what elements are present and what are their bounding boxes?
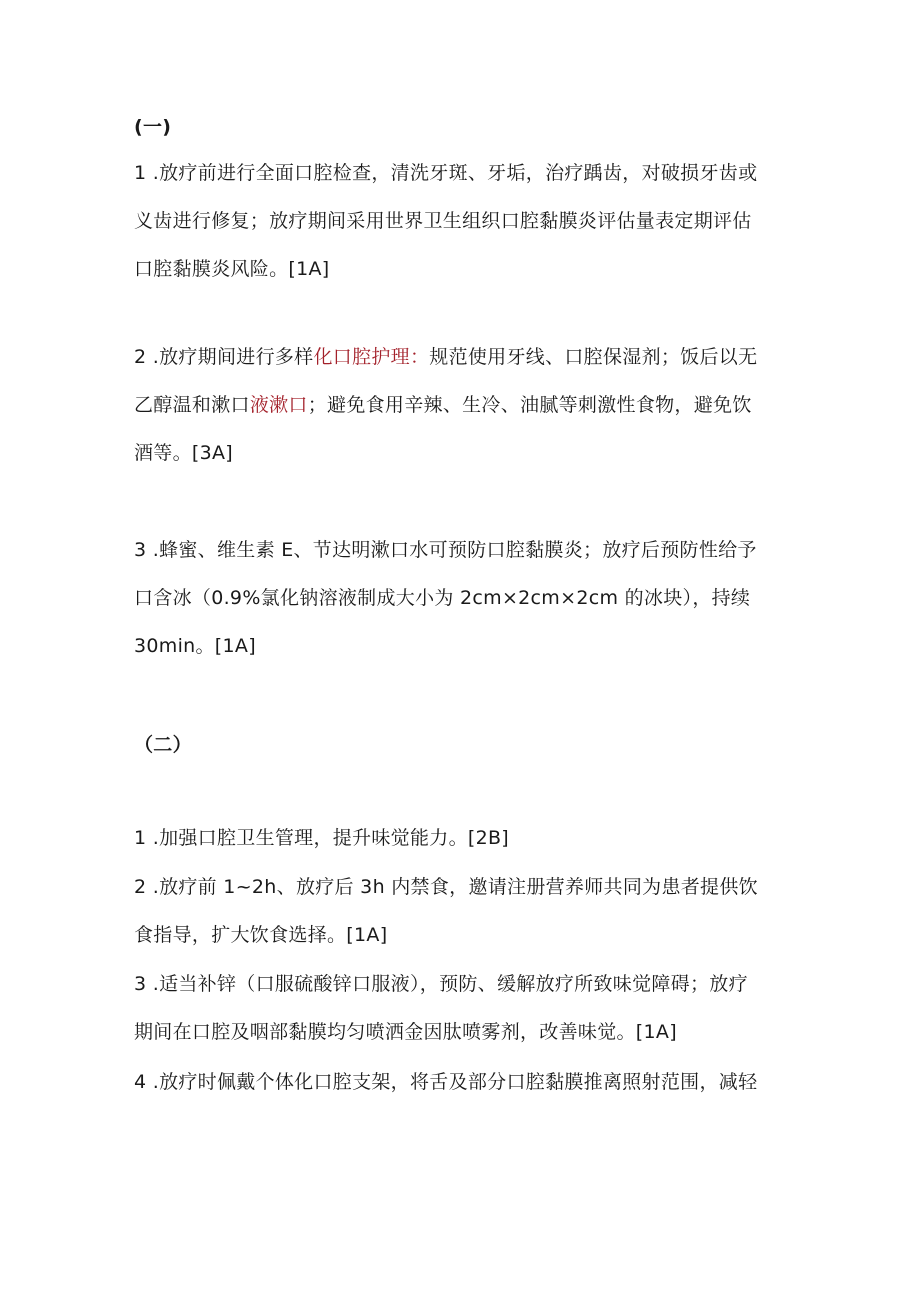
- s1-item2-highlight-oral-care: 化口腔护理：: [313, 346, 430, 368]
- s2-item3-line2: 期间在口腔及咽部黏膜均匀喷洒金因肽喷雾剂，改善味觉。[1A]: [134, 1021, 677, 1043]
- s1-item2-line3: 酒等。[3A]: [134, 442, 234, 464]
- s1-item2-highlight-rinse: 液漱口: [249, 394, 308, 416]
- s2-item2-line1: 2 .放疗前 1~2h、放疗后 3h 内禁食，邀请注册营养师共同为患者提供饮: [134, 876, 758, 898]
- section-one-heading: (一): [134, 116, 172, 138]
- s1-item2-line1: [134, 345, 757, 369]
- s1-item3-line1: 3 .蜂蜜、维生素 E、节达明漱口水可预防口腔黏膜炎；放疗后预防性给予: [134, 539, 757, 561]
- s1-item2-line1-rest: 规范使用牙线、口腔保湿剂；饭后以无: [429, 346, 758, 368]
- s1-item3-line3: 30min。[1A]: [134, 635, 256, 657]
- s1-item3-line2: 口含冰（0.9%氯化钠溶液制成大小为 2cm×2cm×2cm 的冰块），持续: [134, 587, 751, 609]
- s1-item1-line3: 口腔黏膜炎风险。[1A]: [134, 258, 330, 280]
- s1-item2-line2: [134, 393, 752, 417]
- section-two-heading: （二）: [134, 734, 192, 756]
- s2-item1-line1: 1 .加强口腔卫生管理，提升味觉能力。[2B]: [134, 827, 510, 849]
- s1-item2-line1-text: 2 .放疗期间进行多样: [134, 346, 314, 368]
- s2-item4-line1: 4 .放疗时佩戴个体化口腔支架，将舌及部分口腔黏膜推离照射范围，减轻: [134, 1071, 758, 1093]
- s2-item2-line2: 食指导，扩大饮食选择。[1A]: [134, 924, 388, 946]
- s2-item3-line1: 3 .适当补锌（口服硫酸锌口服液），预防、缓解放疗所致味觉障碍；放疗: [134, 973, 748, 995]
- s1-item2-line2-rest: ；避免食用辛辣、生冷、油腻等刺激性食物，避免饮: [307, 394, 752, 416]
- s1-item1-line1: 1 .放疗前进行全面口腔检查，清洗牙斑、牙垢，治疗踽齿，对破损牙齿或: [134, 162, 758, 184]
- s1-item2-line2-text: 乙醇温和漱口: [134, 394, 250, 416]
- s1-item1-line2: 义齿进行修复；放疗期间采用世界卫生组织口腔黏膜炎评估量表定期评估: [134, 210, 752, 232]
